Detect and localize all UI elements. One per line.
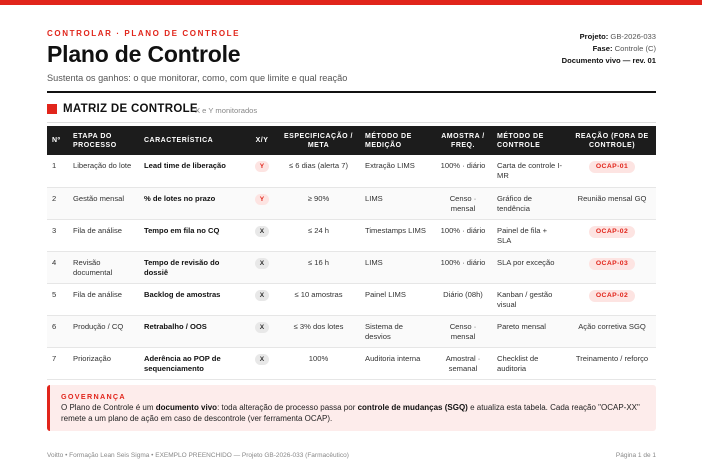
governance-emphasis: documento vivo xyxy=(155,403,218,412)
reaction-cell xyxy=(568,315,656,347)
measurement-method: LIMS xyxy=(360,251,434,283)
xy-cell xyxy=(247,347,277,379)
header-divider xyxy=(47,91,656,93)
characteristic: Retrabalho / OOS xyxy=(139,315,247,347)
table-row xyxy=(47,155,656,187)
characteristic: Tempo em fila no CQ xyxy=(139,219,247,251)
page-header xyxy=(47,29,656,91)
reaction-text: Treinamento / reforço xyxy=(575,353,649,363)
xy-badge: X xyxy=(255,290,269,301)
xy-cell xyxy=(247,187,277,219)
control-method: Gráfico de tendência xyxy=(492,187,568,219)
process-step: Revisão documental xyxy=(68,251,139,283)
reaction-cell xyxy=(568,155,656,187)
reaction-cell xyxy=(568,251,656,283)
control-matrix-table xyxy=(47,126,656,380)
col-header-control: MÉTODO DE CONTROLE xyxy=(492,126,568,155)
page-footer xyxy=(47,452,656,459)
table-row xyxy=(47,219,656,251)
ocap-badge: OCAP-01 xyxy=(589,161,635,173)
xy-cell xyxy=(247,219,277,251)
table-row xyxy=(47,283,656,315)
row-number: 3 xyxy=(47,219,68,251)
row-number: 2 xyxy=(47,187,68,219)
sample-frequency: Censo · mensal xyxy=(434,187,492,219)
governance-callout xyxy=(47,385,656,431)
page-title: Plano de Controle xyxy=(47,41,241,67)
specification: ≤ 16 h xyxy=(277,251,360,283)
characteristic: Backlog de amostras xyxy=(139,283,247,315)
xy-badge: Y xyxy=(255,161,269,172)
governance-text xyxy=(61,403,651,424)
characteristic: Aderência ao POP de sequenciamento xyxy=(139,347,247,379)
specification: ≤ 3% dos lotes xyxy=(277,315,360,347)
phase-value: Controle (C) xyxy=(614,44,656,53)
col-header-step: ETAPA DO PROCESSO xyxy=(68,126,139,155)
characteristic: % de lotes no prazo xyxy=(139,187,247,219)
measurement-method: Extração LIMS xyxy=(360,155,434,187)
control-method: Carta de controle I-MR xyxy=(492,155,568,187)
section-square-icon xyxy=(47,104,57,114)
sample-frequency: Diário (08h) xyxy=(434,283,492,315)
sample-frequency: 100% · diário xyxy=(434,219,492,251)
section-divider xyxy=(47,122,656,123)
table-row xyxy=(47,315,656,347)
row-number: 7 xyxy=(47,347,68,379)
xy-badge: X xyxy=(255,322,269,333)
process-step: Fila de análise xyxy=(68,219,139,251)
section-title: MATRIZ DE CONTROLE xyxy=(63,103,198,115)
table-row xyxy=(47,251,656,283)
table-row xyxy=(47,187,656,219)
control-method: Painel de fila + SLA xyxy=(492,219,568,251)
sample-frequency: 100% · diário xyxy=(434,251,492,283)
row-number: 1 xyxy=(47,155,68,187)
project-label: Projeto: xyxy=(579,32,609,41)
process-step: Priorização xyxy=(68,347,139,379)
measurement-method: Painel LIMS xyxy=(360,283,434,315)
measurement-method: LIMS xyxy=(360,187,434,219)
col-header-measurement: MÉTODO DE MEDIÇÃO xyxy=(360,126,434,155)
xy-badge: X xyxy=(255,226,269,237)
table-header-row xyxy=(47,126,656,155)
reaction-text: Ação corretiva SGQ xyxy=(578,321,646,331)
governance-text-part: O Plano de Controle é um xyxy=(61,403,156,412)
governance-text-part: e atualiza esta tabela. Cada reação "OCAP-XX" remete a um plano de ação em caso de descontrole (ver ferramenta OCAP). xyxy=(61,403,640,423)
governance-title: GOVERNANÇA xyxy=(61,392,126,401)
process-step: Liberação do lote xyxy=(68,155,139,187)
measurement-method: Sistema de desvios xyxy=(360,315,434,347)
characteristic: Lead time de liberação xyxy=(139,155,247,187)
sample-frequency: Censo · mensal xyxy=(434,315,492,347)
characteristic: Tempo de revisão do dossiê xyxy=(139,251,247,283)
governance-text-part: : toda alteração de processo passa por xyxy=(217,403,358,412)
reaction-cell xyxy=(568,347,656,379)
col-header-xy: X/Y xyxy=(247,126,277,155)
row-number: 6 xyxy=(47,315,68,347)
col-header-sample: AMOSTRA / FREQ. xyxy=(434,126,492,155)
document-meta xyxy=(562,31,656,67)
ocap-badge: OCAP-02 xyxy=(589,226,635,238)
control-method: Pareto mensal xyxy=(492,315,568,347)
process-step: Produção / CQ xyxy=(68,315,139,347)
reaction-cell xyxy=(568,283,656,315)
xy-cell xyxy=(247,315,277,347)
col-header-characteristic: CARACTERÍSTICA xyxy=(139,126,247,155)
control-method: Kanban / gestão visual xyxy=(492,283,568,315)
reaction-cell xyxy=(568,219,656,251)
control-method: SLA por exceção xyxy=(492,251,568,283)
phase-line xyxy=(562,43,656,55)
xy-badge: Y xyxy=(255,194,269,205)
governance-emphasis: controle de mudanças (SGQ) xyxy=(357,403,468,412)
phase-label: Fase: xyxy=(592,44,613,53)
measurement-method: Auditoria interna xyxy=(360,347,434,379)
specification: ≤ 24 h xyxy=(277,219,360,251)
page-subtitle: Sustenta os ganhos: o que monitorar, como, com que limite e qual reação xyxy=(47,73,348,83)
document-status: Documento vivo — rev. 01 xyxy=(561,56,656,65)
measurement-method: Timestamps LIMS xyxy=(360,219,434,251)
breadcrumb: CONTROLAR · PLANO DE CONTROLE xyxy=(47,29,241,38)
col-header-number: Nº xyxy=(47,126,68,155)
specification: 100% xyxy=(277,347,360,379)
sample-frequency: Amostral · semanal xyxy=(434,347,492,379)
xy-badge: X xyxy=(255,354,269,365)
reaction-text: Reunião mensal GQ xyxy=(577,193,647,203)
row-number: 5 xyxy=(47,283,68,315)
process-step: Gestão mensal xyxy=(68,187,139,219)
process-step: Fila de análise xyxy=(68,283,139,315)
page-number: Página 1 de 1 xyxy=(615,452,656,459)
project-value: GB-2026-033 xyxy=(610,32,656,41)
ocap-badge: OCAP-03 xyxy=(589,258,635,270)
specification: ≤ 6 dias (alerta 7) xyxy=(277,155,360,187)
xy-cell xyxy=(247,251,277,283)
footer-left: Voitto • Formação Lean Seis Sigma • EXEMPLO PREENCHIDO — Projeto GB-2026-033 (Farmacêutico) xyxy=(47,452,349,459)
table-row xyxy=(47,347,656,379)
xy-badge: X xyxy=(255,258,269,269)
project-line xyxy=(562,31,656,43)
top-accent-bar xyxy=(0,0,702,5)
control-method: Checklist de auditoria xyxy=(492,347,568,379)
xy-cell xyxy=(247,155,277,187)
col-header-spec: ESPECIFICAÇÃO / META xyxy=(277,126,360,155)
ocap-badge: OCAP-02 xyxy=(589,290,635,302)
col-header-reaction: REAÇÃO (FORA DE CONTROLE) xyxy=(568,126,656,155)
sample-frequency: 100% · diário xyxy=(434,155,492,187)
reaction-cell xyxy=(568,187,656,219)
row-number: 4 xyxy=(47,251,68,283)
specification: ≥ 90% xyxy=(277,187,360,219)
section-subtitle: X e Y monitorados xyxy=(195,106,258,115)
xy-cell xyxy=(247,283,277,315)
specification: ≤ 10 amostras xyxy=(277,283,360,315)
